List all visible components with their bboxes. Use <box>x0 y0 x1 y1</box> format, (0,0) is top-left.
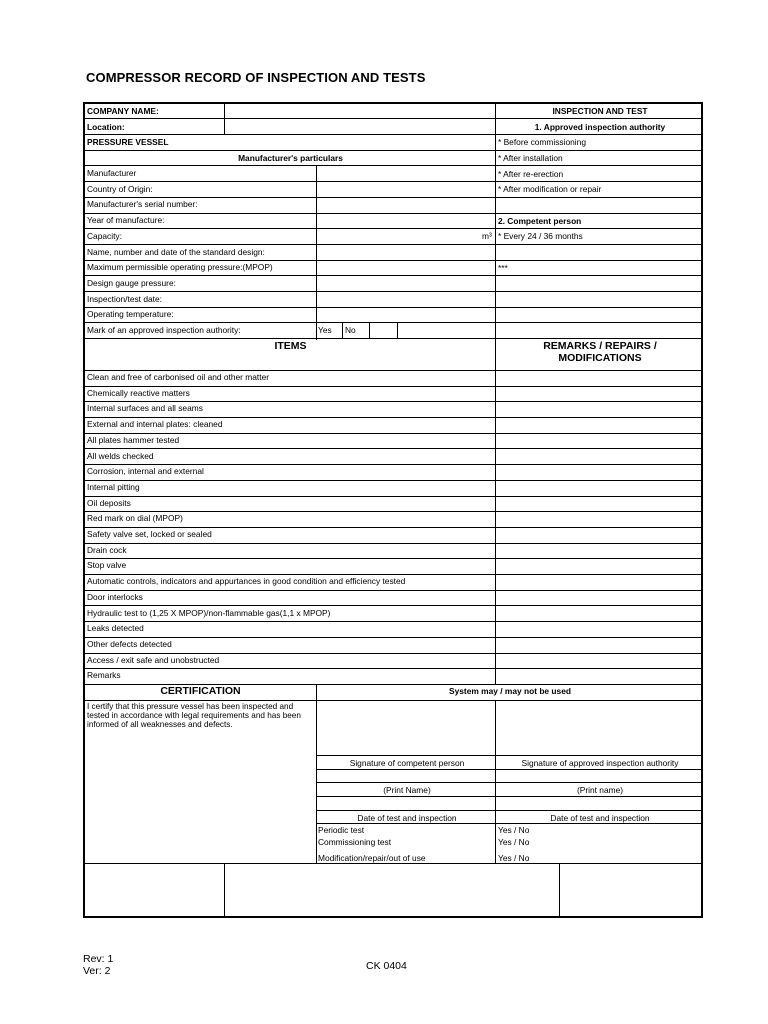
grid-line <box>85 291 701 292</box>
system-used-label: System may / may not be used <box>449 686 571 696</box>
grid-line <box>85 496 701 497</box>
item-label: Clean and free of carbonised oil and other matter <box>87 372 270 382</box>
item-label: Internal surfaces and all seams <box>87 403 203 414</box>
grid-line <box>85 370 701 371</box>
grid-line <box>85 574 701 575</box>
manufacturers-particulars-heading: Manufacturer's particulars <box>238 153 343 163</box>
item-label: External and internal plates: cleaned <box>87 419 223 430</box>
grid-line <box>85 684 701 685</box>
grid-line <box>85 527 701 528</box>
grid-line <box>317 782 701 783</box>
item-label: Automatic controls, indicators and appurtances in good condition and efficiency tested <box>87 576 406 587</box>
grid-line <box>224 863 225 916</box>
test-yes-no-value[interactable]: Yes / No <box>498 853 530 863</box>
no-option[interactable]: No <box>345 325 356 335</box>
test-type-label: Modification/repair/out of use <box>318 853 426 863</box>
item-label: Stop valve <box>87 560 127 571</box>
grid-line <box>316 684 317 863</box>
option-after-installation: * After installation <box>498 153 563 163</box>
item-label: Chemically reactive matters <box>87 387 190 398</box>
particular-label: Capacity: <box>87 230 122 241</box>
stars-mark: *** <box>498 263 508 273</box>
grid-line <box>85 307 701 308</box>
grid-line <box>85 275 701 276</box>
date-authority-label: Date of test and inspection <box>550 813 650 823</box>
test-yes-no-value[interactable]: Yes / No <box>498 837 530 847</box>
grid-line <box>317 796 701 797</box>
particular-label: Operating temperature: <box>87 309 174 320</box>
option-every-months: * Every 24 / 36 months <box>498 231 583 241</box>
document-code: CK 0404 <box>366 960 407 972</box>
item-label: All welds checked <box>87 450 154 461</box>
remarks-heading-line-1: REMARKS / REPAIRS / <box>543 340 657 352</box>
particular-label: Year of manufacture: <box>87 215 165 226</box>
item-label: Red mark on dial (MPOP) <box>87 513 183 524</box>
grid-line <box>85 401 701 402</box>
grid-line <box>85 118 701 119</box>
grid-line <box>495 370 496 684</box>
particular-label: Manufacturer <box>87 168 137 178</box>
grid-line <box>317 810 701 811</box>
grid-line <box>85 338 701 339</box>
grid-line <box>85 181 701 182</box>
grid-line <box>85 621 701 622</box>
revision-label: Rev: 1 <box>83 953 114 965</box>
option-after-reerection: * After re-erection <box>498 169 564 179</box>
item-label: Hydraulic test to (1,25 X MPOP)/non-flammable gas(1,1 x MPOP) <box>87 607 331 618</box>
item-label: Remarks <box>87 670 121 681</box>
print-name-authority: (Print name) <box>576 785 624 795</box>
grid-line <box>85 165 701 166</box>
grid-line <box>85 386 701 387</box>
signature-authority-label: Signature of approved inspection authority <box>521 758 679 768</box>
remarks-heading-line-2: MODIFICATIONS <box>558 352 642 364</box>
grid-line <box>85 213 701 214</box>
approved-authority-heading: 1. Approved inspection authority <box>534 122 666 132</box>
grid-line <box>85 863 701 864</box>
grid-line <box>316 165 317 340</box>
item-label: Door interlocks <box>87 591 143 602</box>
item-label: Other defects detected <box>87 638 172 649</box>
option-after-modification: * After modification or repair <box>498 184 602 194</box>
item-label: Safety valve set, locked or sealed <box>87 529 212 539</box>
grid-line <box>85 637 701 638</box>
grid-line <box>85 511 701 512</box>
grid-line <box>85 322 701 323</box>
certification-statement: I certify that this pressure vessel has been inspected and tested in accordance with legal requirements and has been informed of all weaknesses and defects. <box>87 702 301 729</box>
location-label: Location: <box>87 122 125 132</box>
document-title: COMPRESSOR RECORD OF INSPECTION AND TESTS <box>86 70 426 85</box>
grid-line <box>85 433 701 434</box>
grid-line <box>317 769 701 770</box>
grid-line <box>85 653 701 654</box>
grid-line <box>85 590 701 591</box>
particular-label: Name, number and date of the standard design: <box>87 246 265 257</box>
particular-label: Design gauge pressure: <box>87 277 176 288</box>
item-label: Internal pitting <box>87 481 140 492</box>
grid-line <box>559 863 560 916</box>
particular-label: Mark of an approved inspection authority: <box>87 325 241 335</box>
item-label: Corrosion, internal and external <box>87 466 204 477</box>
grid-line <box>85 150 701 151</box>
inspection-form <box>83 102 703 918</box>
grid-line <box>317 823 701 824</box>
test-type-label: Periodic test <box>318 825 365 835</box>
company-name-label: COMPANY NAME: <box>87 106 159 116</box>
grid-line <box>85 464 701 465</box>
grid-line <box>495 104 496 370</box>
grid-line <box>85 260 701 261</box>
inspection-and-test-heading: INSPECTION AND TEST <box>552 106 648 116</box>
particular-label: Manufacturer's serial number: <box>87 199 198 210</box>
grid-line <box>369 323 370 339</box>
version-label: Ver: 2 <box>83 965 111 977</box>
grid-line <box>495 700 496 863</box>
grid-line <box>85 244 701 245</box>
signature-competent-label: Signature of competent person <box>349 758 465 768</box>
grid-line <box>85 228 701 229</box>
grid-line <box>397 323 398 339</box>
grid-line <box>85 134 701 135</box>
test-yes-no-value[interactable]: Yes / No <box>498 825 530 835</box>
print-name-competent: (Print Name) <box>383 785 431 795</box>
capacity-unit: m³ <box>482 231 492 241</box>
date-competent-label: Date of test and inspection <box>357 813 457 823</box>
grid-line <box>85 543 701 544</box>
particular-label: Maximum permissible operating pressure:(MPOP) <box>87 262 273 273</box>
pressure-vessel-label: PRESSURE VESSEL <box>87 137 169 147</box>
grid-line <box>85 605 701 606</box>
item-label: Access / exit safe and unobstructed <box>87 654 220 665</box>
grid-line <box>85 480 701 481</box>
item-label: All plates hammer tested <box>87 434 180 445</box>
grid-line <box>85 417 701 418</box>
yes-option[interactable]: Yes <box>318 325 332 335</box>
grid-line <box>85 448 701 449</box>
particular-label: Inspection/test date: <box>87 293 162 304</box>
item-label: Drain cock <box>87 544 127 555</box>
certification-heading: CERTIFICATION <box>160 685 241 697</box>
grid-line <box>85 700 701 701</box>
items-heading: ITEMS <box>274 340 307 352</box>
grid-line <box>342 323 343 339</box>
competent-person-heading: 2. Competent person <box>498 216 582 226</box>
option-before-commissioning: * Before commissioning <box>498 137 586 147</box>
item-label: Oil deposits <box>87 497 131 508</box>
grid-line <box>317 755 701 756</box>
grid-line <box>85 197 701 198</box>
test-type-label: Commissioning test <box>318 837 392 847</box>
grid-line <box>85 668 701 669</box>
particular-label: Country of Origin: <box>87 183 153 194</box>
grid-line <box>224 104 225 134</box>
item-label: Leaks detected <box>87 623 144 634</box>
grid-line <box>85 558 701 559</box>
